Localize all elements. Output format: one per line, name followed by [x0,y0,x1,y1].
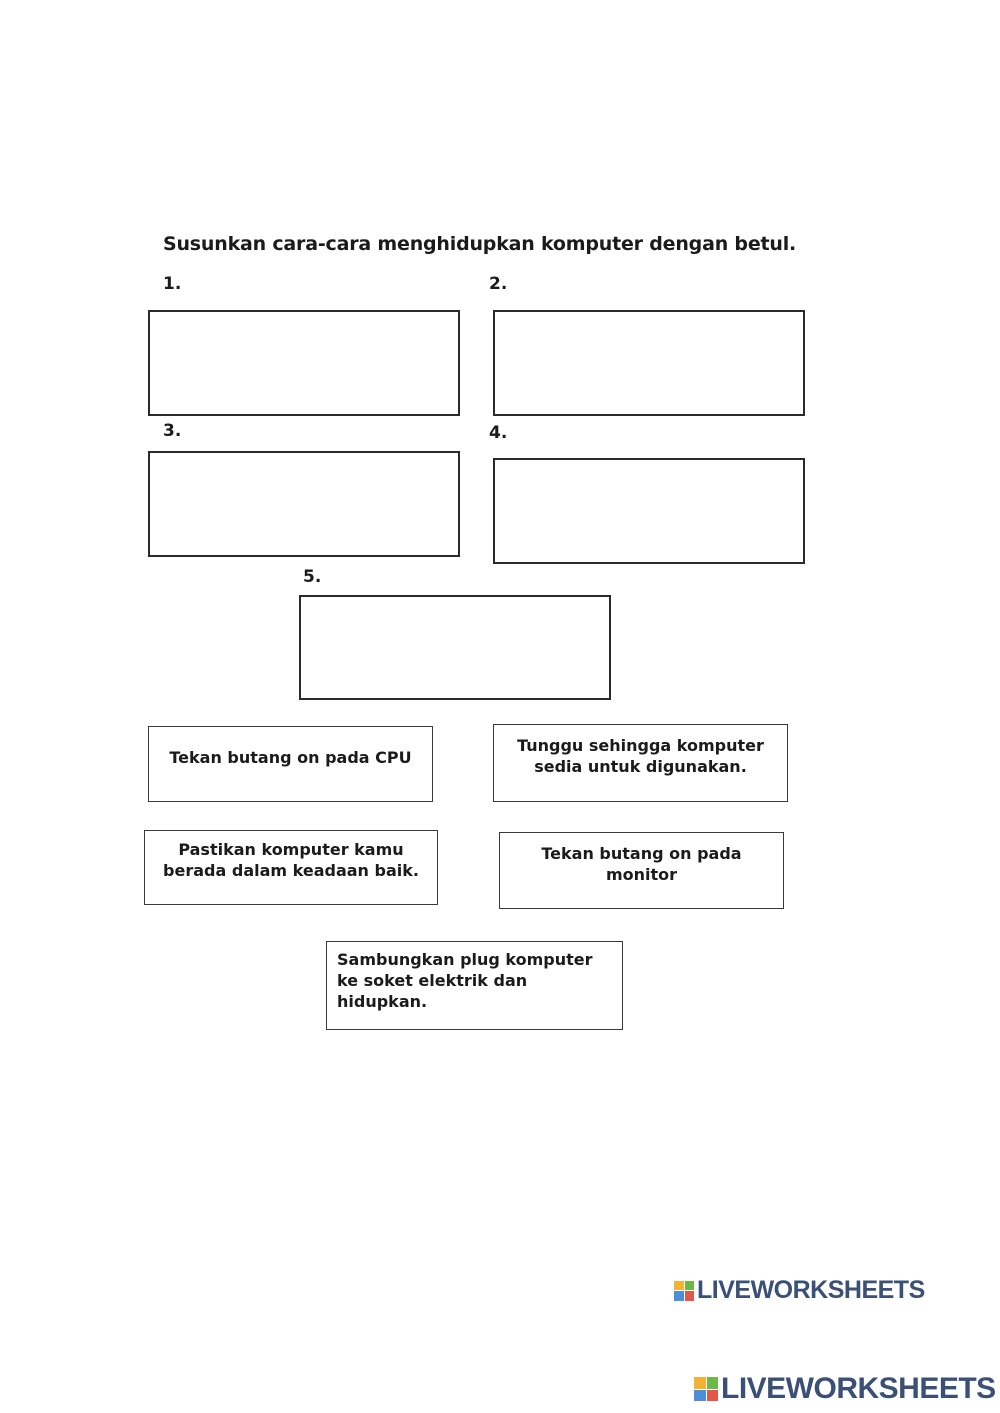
liveworksheets-logo-lower [694,1372,996,1406]
step-card-plug[interactable]: Sambungkan plug komputer ke soket elektrik dan hidupkan. [326,941,623,1030]
liveworksheets-logo-upper [674,1276,925,1305]
slot-number-5: 5. [303,567,322,587]
brand-logo-icon [674,1281,694,1301]
step-card-wait[interactable]: Tunggu sehingga komputer sedia untuk digunakan. [493,724,788,802]
instruction-heading: Susunkan cara-cara menghidupkan komputer dengan betul. [163,233,797,255]
brand-logo-icon [694,1377,718,1401]
answer-drop-box-4[interactable] [493,458,805,564]
step-card-monitor[interactable]: Tekan butang on pada monitor [499,832,784,909]
slot-number-1: 1. [163,274,182,294]
slot-number-3: 3. [163,421,182,441]
brand-name: LIVEWORKSHEETS [721,1372,996,1405]
slot-number-2: 2. [489,274,508,294]
step-card-cpu[interactable]: Tekan butang on pada CPU [148,726,433,802]
step-card-check[interactable]: Pastikan komputer kamu berada dalam keadaan baik. [144,830,438,905]
answer-drop-box-5[interactable] [299,595,611,700]
answer-drop-box-3[interactable] [148,451,460,557]
brand-name: LIVEWORKSHEETS [697,1276,925,1304]
slot-number-4: 4. [489,423,508,443]
answer-drop-box-2[interactable] [493,310,805,416]
answer-drop-box-1[interactable] [148,310,460,416]
